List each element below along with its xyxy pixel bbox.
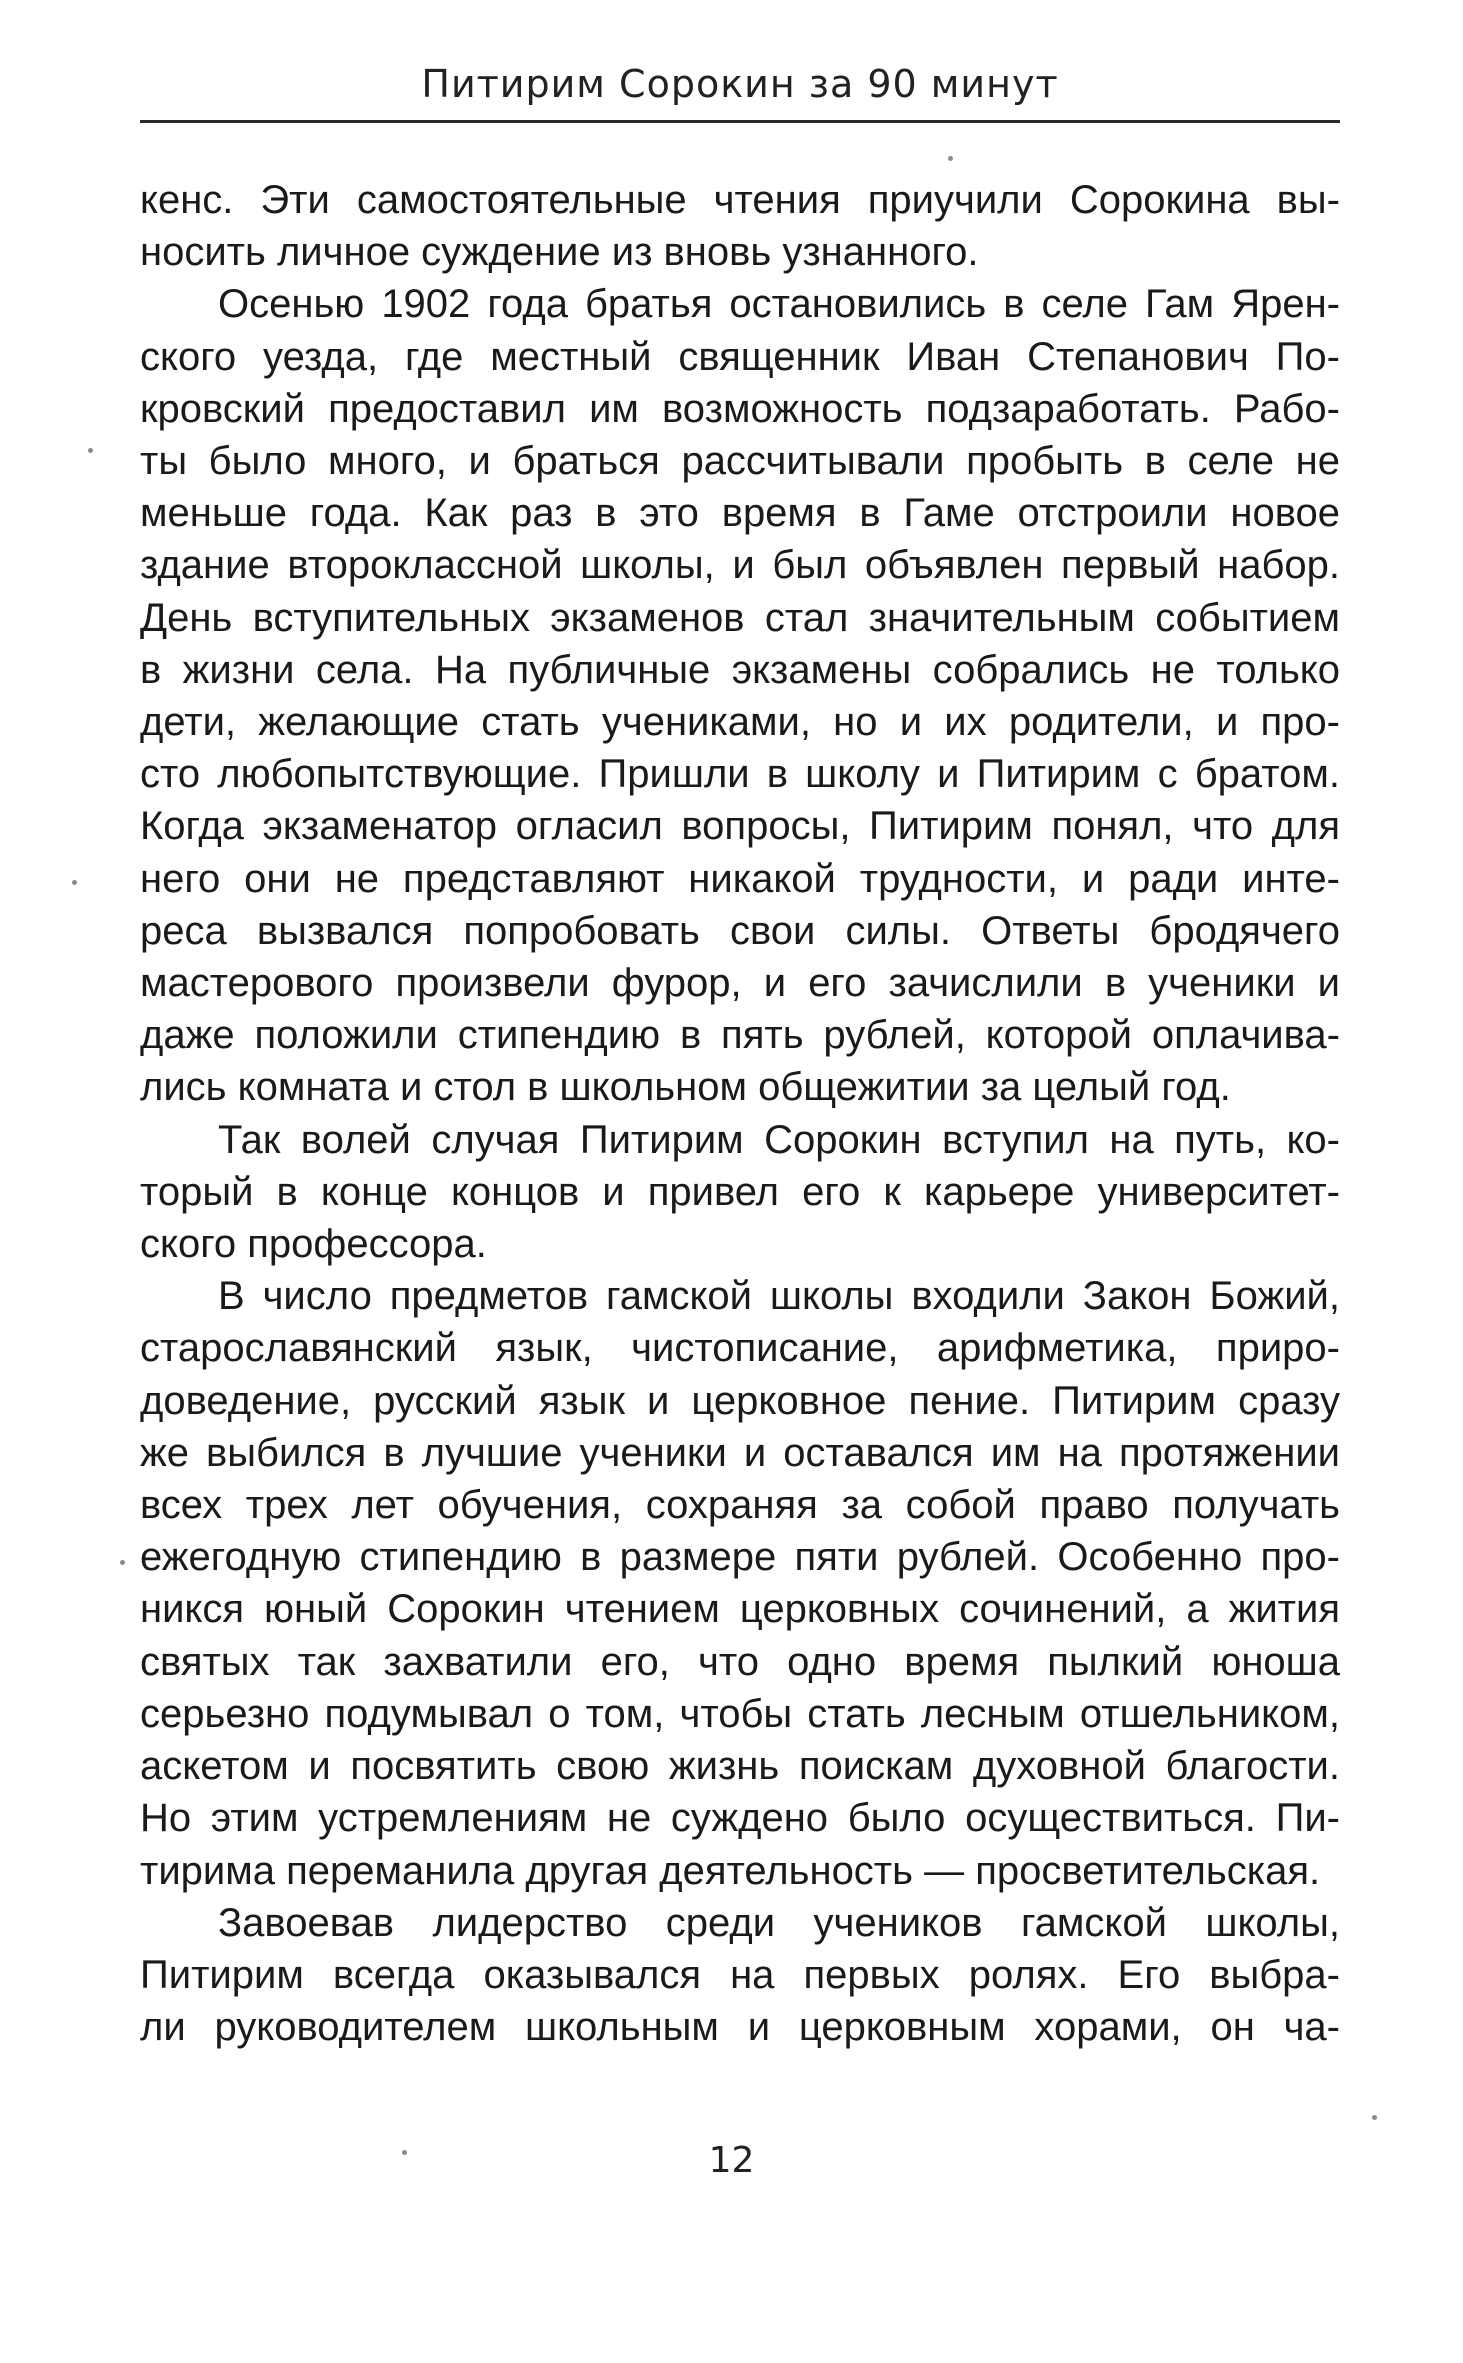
text-line: кровский предоставил им возможность подзаработать. Рабо- [140,386,1340,431]
scan-speck [948,156,953,161]
text-line: тирима переманила другая деятельность — просветительская. [140,1848,1321,1893]
running-header: Питирим Сорокин за 90 минут [421,62,1059,106]
body-text [140,174,1340,2053]
text-line: же выбился в лучшие ученики и оставался им на протяжении [140,1430,1340,1475]
text-line: Завоевав лидерство среди учеников гамской школы, [218,1900,1340,1945]
paragraph-1 [140,174,1340,278]
text-line: В число предметов гамской школы входили Закон Божий, [218,1274,1340,1319]
text-line: День вступительных экзаменов стал значительным событием [140,595,1340,640]
text-line: мастерового произвели фурор, и его зачислили в ученики и [140,961,1340,1006]
text-line: ты было много, и браться рассчитывали пробыть в селе не [140,439,1340,484]
text-line: в жизни села. На публичные экзамены собрались не только [140,647,1340,692]
text-line: аскетом и посвятить свою жизнь поискам духовной благости. [140,1744,1340,1789]
text-line: лись комната и стол в школьном общежитии за целый год. [140,1065,1231,1110]
text-line: никся юный Сорокин чтением церковных сочинений, а жития [140,1587,1340,1632]
text-line: Когда экзаменатор огласил вопросы, Питирим понял, что для [140,804,1340,849]
paragraph-2 [140,278,1340,1113]
text-line: ежегодную стипендию в размере пяти рублей. Особенно про- [140,1535,1340,1580]
page-number: 12 [708,2140,755,2181]
paragraph-5 [140,1897,1340,2054]
text-line: ского профессора. [140,1222,487,1267]
text-line: кенс. Эти самостоятельные чтения приучили Сорокина вы- [140,178,1340,222]
text-line: святых так захватили его, что одно время пылкий юноша [140,1639,1340,1684]
text-line: носить личное суждение из вновь узнанного. [140,230,979,275]
scan-speck [120,1560,125,1565]
text-line: меньше года. Как раз в это время в Гаме отстроили новое [140,491,1340,536]
text-line: дети, желающие стать учениками, но и их родители, и про- [140,700,1340,745]
header-rule [140,120,1340,123]
text-line: него они не представляют никакой трудности, и ради инте- [140,856,1340,901]
paragraph-4 [140,1270,1340,1896]
text-line: ли руководителем школьным и церковным хорами, он ча- [140,2005,1340,2050]
scan-speck [72,880,77,885]
text-line: доведение, русский язык и церковное пение. Питирим сразу [140,1378,1340,1423]
text-line: Питирим всегда оказывался на первых ролях. Его выбра- [140,1952,1340,1997]
text-line: ского уезда, где местный священник Иван Степанович По- [140,334,1340,379]
scan-speck [1372,2115,1377,2120]
paragraph-3 [140,1114,1340,1271]
text-line: сто любопытствующие. Пришли в школу и Питирим с братом. [140,752,1340,797]
scan-speck [88,448,93,453]
text-line: всех трех лет обучения, сохраняя за собой право получать [140,1483,1340,1528]
text-line: Но этим устремлениям не суждено было осуществиться. Пи- [140,1796,1340,1841]
text-line: Осенью 1902 года братья остановились в селе Гам Ярен- [218,282,1340,327]
scan-speck [402,2150,407,2155]
text-line: Так волей случая Питирим Сорокин вступил на путь, ко- [218,1117,1340,1162]
text-line: старославянский язык, чистописание, арифметика, приро- [140,1326,1340,1371]
text-line: реса вызвался попробовать свои силы. Ответы бродячего [140,908,1340,953]
text-line: торый в конце концов и привел его к карьере университет- [140,1169,1340,1214]
text-line: серьезно подумывал о том, чтобы стать лесным отшельником, [140,1691,1340,1736]
text-line: здание второклассной школы, и был объявлен первый набор. [140,543,1340,588]
text-line: даже положили стипендию в пять рублей, которой оплачива- [140,1013,1340,1058]
